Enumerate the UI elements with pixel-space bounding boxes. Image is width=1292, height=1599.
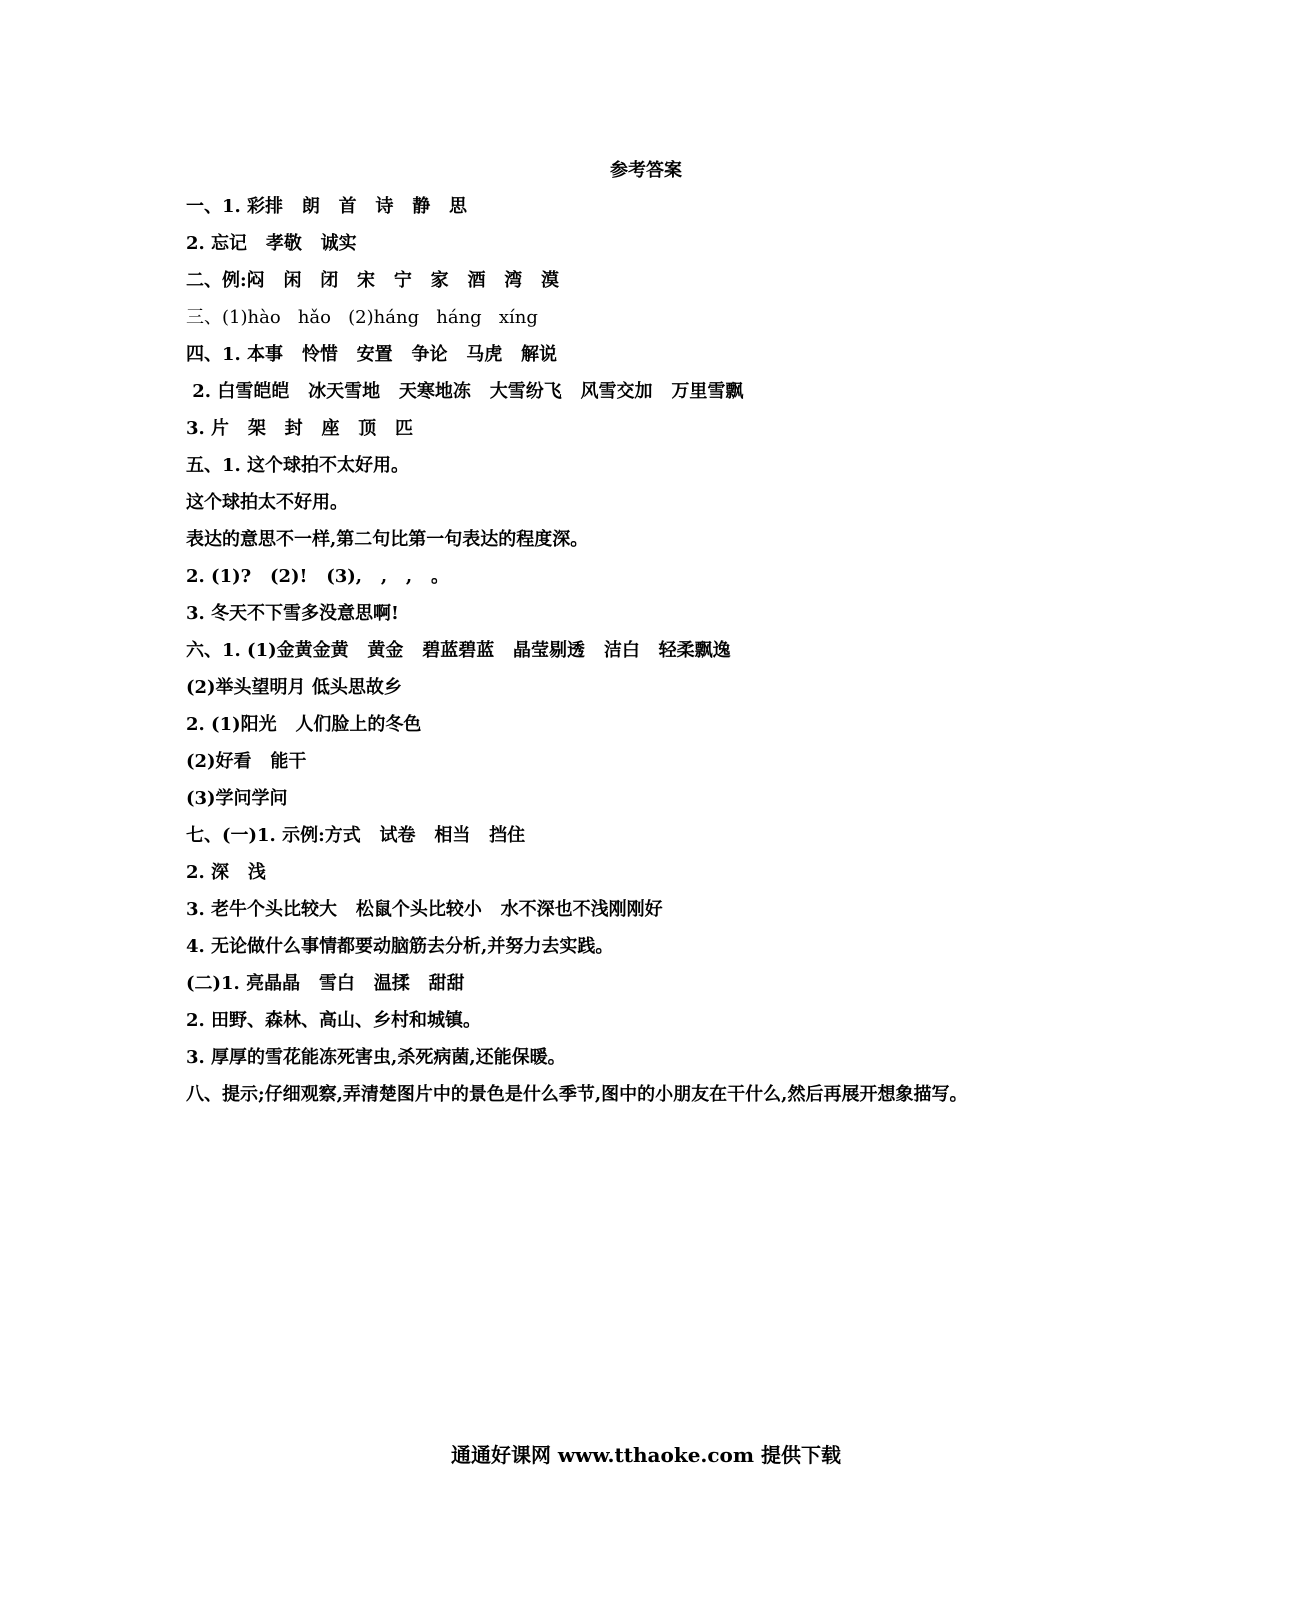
answer-line-4-1: 四、1. 本事 怜惜 安置 争论 马虎 解说 bbox=[186, 344, 558, 365]
answer-line-3-pinyin: 三、(1)hào hǎo (2)háng háng xíng bbox=[186, 307, 538, 328]
answer-line-6-1-2: (2)举头望明月 低头思故乡 bbox=[186, 677, 402, 698]
answer-line-6-2-2: (2)好看 能干 bbox=[186, 751, 307, 772]
answer-line-4-3: 3. 片 架 封 座 顶 匹 bbox=[186, 418, 414, 439]
answer-line-8: 八、提示;仔细观察,弄清楚图片中的景色是什么季节,图中的小朋友在干什么,然后再展开想象描写。 bbox=[186, 1084, 968, 1105]
page-title: 参考答案 bbox=[610, 160, 682, 181]
answer-line-6-2-3: (3)学问学问 bbox=[186, 788, 288, 809]
answer-line-4-2: 2. 白雪皑皑 冰天雪地 天寒地冻 大雪纷飞 风雪交加 万里雪飘 bbox=[186, 381, 744, 402]
answer-line-7-a-4: 4. 无论做什么事情都要动脑筋去分析,并努力去实践。 bbox=[186, 936, 614, 957]
answer-line-7-a-1: 七、(一)1. 示例:方式 试卷 相当 挡住 bbox=[186, 825, 526, 846]
answer-line-6-1-1: 六、1. (1)金黄金黄 黄金 碧蓝碧蓝 晶莹剔透 洁白 轻柔飘逸 bbox=[186, 640, 731, 661]
answer-line-7-b-1: (二)1. 亮晶晶 雪白 温揉 甜甜 bbox=[186, 973, 465, 994]
answer-line-5-3: 3. 冬天不下雪多没意思啊! bbox=[186, 603, 399, 624]
answer-line-5-1b: 这个球拍太不好用。 bbox=[186, 492, 348, 513]
footer-download-note: 通通好课网 www.tthaoke.com 提供下载 bbox=[450, 1443, 842, 1467]
answer-list bbox=[186, 192, 1186, 1117]
answer-line-1-1: 一、1. 彩排 朗 首 诗 静 思 bbox=[186, 196, 468, 217]
answer-line-7-b-3: 3. 厚厚的雪花能冻死害虫,杀死病菌,还能保暖。 bbox=[186, 1047, 566, 1068]
answer-line-5-2: 2. (1)? (2)! (3), , , 。 bbox=[186, 566, 449, 587]
answer-line-7-a-2: 2. 深 浅 bbox=[186, 862, 266, 883]
answer-line-2: 二、例:闷 闲 闭 宋 宁 家 酒 湾 漠 bbox=[186, 270, 560, 291]
answer-line-6-2-1: 2. (1)阳光 人们脸上的冬色 bbox=[186, 714, 422, 735]
answer-line-7-a-3: 3. 老牛个头比较大 松鼠个头比较小 水不深也不浅刚刚好 bbox=[186, 899, 663, 920]
answer-line-7-b-2: 2. 田野、森林、高山、乡村和城镇。 bbox=[186, 1010, 482, 1031]
answer-line-5-1c: 表达的意思不一样,第二句比第一句表达的程度深。 bbox=[186, 529, 589, 550]
answer-line-5-1: 五、1. 这个球拍不太好用。 bbox=[186, 455, 410, 476]
answer-line-1-2: 2. 忘记 孝敬 诚实 bbox=[186, 233, 357, 254]
